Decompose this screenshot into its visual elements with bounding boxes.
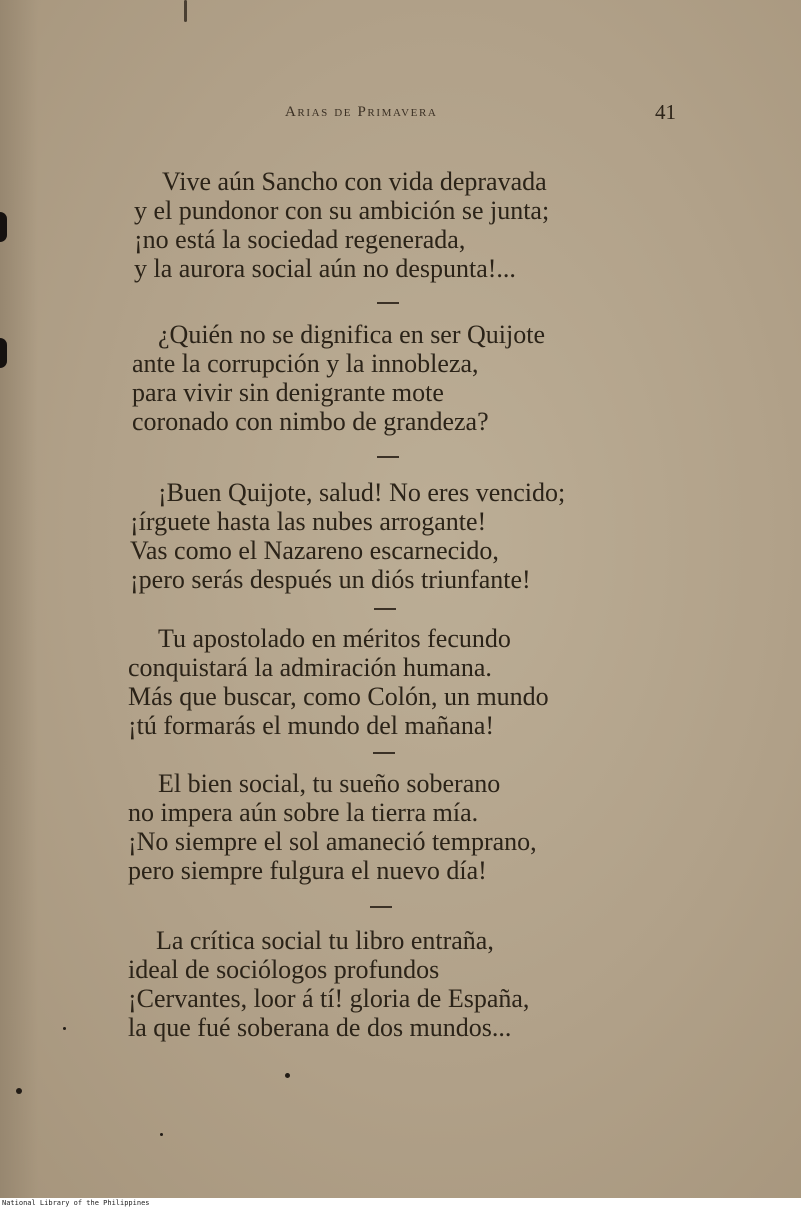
stanza-divider — [377, 302, 399, 304]
verse-line: Vive aún Sancho con vida depravada — [162, 167, 547, 196]
verse-line: ¡írguete hasta las nubes arrogante! — [130, 507, 487, 536]
ink-speck — [63, 1027, 66, 1030]
verse-line: y la aurora social aún no despunta!... — [134, 254, 516, 283]
verse-line: pero siempre fulgura el nuevo día! — [128, 856, 487, 885]
verse-line: El bien social, tu sueño soberano — [158, 769, 501, 798]
verse-line: ¡Buen Quijote, salud! No eres vencido; — [158, 478, 566, 507]
stanza — [128, 926, 688, 1042]
verse-line: conquistará la admiración humana. — [128, 653, 492, 682]
ink-speck — [16, 1088, 22, 1094]
top-margin-mark — [184, 0, 187, 22]
stanza — [128, 478, 688, 594]
verse-line: Tu apostolado en méritos fecundo — [158, 624, 511, 653]
verse-line: no impera aún sobre la tierra mía. — [128, 798, 479, 827]
ink-speck — [285, 1073, 290, 1078]
library-credit: National Library of the Philippines — [2, 1199, 150, 1207]
verse-line: ¡tú formarás el mundo del mañana! — [128, 711, 495, 740]
page-number: 41 — [655, 100, 676, 124]
verse-line: ¡No siempre el sol amaneció temprano, — [128, 827, 537, 856]
verse-line: coronado con nimbo de grandeza? — [132, 407, 489, 436]
verse-line: La crítica social tu libro entraña, — [156, 926, 494, 955]
running-head — [0, 100, 801, 130]
stanza — [128, 320, 688, 436]
verse-line: Vas como el Nazareno escarnecido, — [130, 536, 499, 565]
verse-line: para vivir sin denigrante mote — [132, 378, 444, 407]
verse-line: ¡no está la sociedad regenerada, — [134, 225, 466, 254]
stanza-divider — [373, 752, 395, 754]
stanza-divider — [377, 456, 399, 458]
stanza — [128, 624, 688, 740]
verse-line: ¿Quién no se dignifica en ser Quijote — [158, 320, 545, 349]
footer-strip — [0, 1198, 801, 1208]
ink-speck — [160, 1133, 163, 1136]
verse-line: ante la corrupción y la innobleza, — [132, 349, 479, 378]
verse-line: ideal de sociólogos profundos — [128, 955, 440, 984]
page-edge-shadow — [0, 0, 38, 1198]
verse-line: la que fué soberana de dos mundos... — [128, 1013, 512, 1042]
verse-line: ¡pero serás después un diós triunfante! — [130, 565, 531, 594]
stanza — [128, 167, 688, 283]
binding-mark — [0, 338, 7, 368]
stanza-divider — [374, 608, 396, 610]
verse-line: y el pundonor con su ambición se junta; — [134, 196, 550, 225]
verse-line: Más que buscar, como Colón, un mundo — [128, 682, 549, 711]
binding-mark — [0, 212, 7, 242]
stanza-divider — [370, 906, 392, 908]
running-title: Arias de Primavera — [285, 104, 438, 120]
stanza — [128, 769, 688, 885]
verse-line: ¡Cervantes, loor á tí! gloria de España, — [128, 984, 530, 1013]
